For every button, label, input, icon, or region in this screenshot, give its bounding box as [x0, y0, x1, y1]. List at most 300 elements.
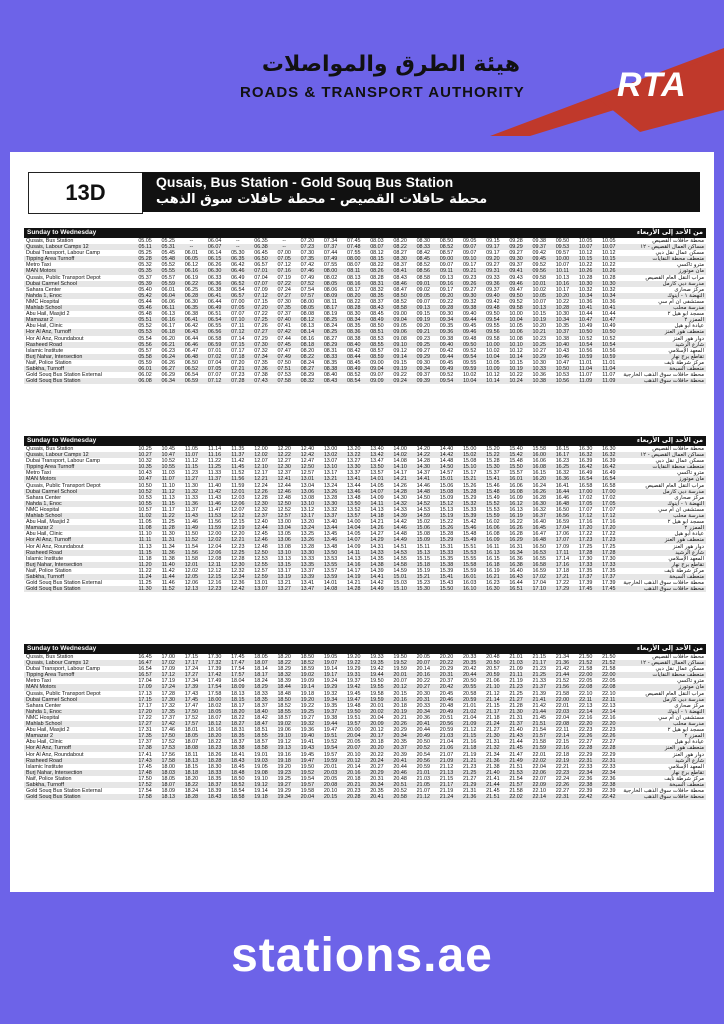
departure-time: 14.20 [416, 446, 431, 452]
departure-time: 09.54 [439, 378, 454, 385]
departure-time: 14.19 [347, 573, 361, 580]
stop-name-ar: مدرسة دبي كارمل [662, 488, 704, 495]
departure-time: 18.15 [184, 763, 199, 770]
route-number: 13D [28, 172, 143, 214]
departure-time: 13.55 [323, 561, 338, 568]
departure-time: 06.58 [207, 335, 222, 342]
departure-time: 07.57 [300, 292, 315, 299]
departure-time: 21.28 [509, 702, 523, 709]
departure-time: 06.38 [184, 311, 199, 318]
departure-time: 15.01 [393, 573, 407, 580]
departure-time: 17.58 [138, 794, 152, 801]
departure-time: 14.50 [439, 464, 454, 471]
departure-time: 17.20 [578, 525, 593, 532]
departure-time: 18.35 [231, 733, 245, 740]
departure-time: 16.02 [486, 519, 500, 526]
departure-time: 16.28 [509, 531, 523, 538]
stop-name-ar: شارع الرشيد [675, 757, 704, 764]
departure-time: 21.23 [509, 684, 523, 691]
departure-time: 07.15 [231, 341, 245, 348]
departure-time: 16.22 [509, 519, 523, 526]
departure-time: 18.24 [184, 788, 199, 795]
departure-time: 08.50 [393, 292, 407, 299]
departure-time: 22.09 [532, 781, 546, 788]
departure-time: 21.44 [486, 781, 500, 788]
departure-time: 16.30 [578, 446, 593, 452]
departure-time: 17.41 [138, 751, 152, 758]
departure-time: 18.31 [231, 727, 245, 734]
departure-time: 22.10 [602, 690, 616, 697]
departure-time: 22.38 [578, 781, 593, 788]
departure-time: 16.36 [555, 476, 570, 483]
departure-time: 14.13 [347, 555, 361, 562]
departure-time: 16.53 [532, 549, 546, 556]
departure-time: 13.24 [300, 525, 315, 532]
departure-time: 12.50 [277, 500, 291, 507]
departure-time: 21.36 [555, 660, 570, 667]
departure-time: 18.52 [277, 702, 291, 709]
departure-time: 10.15 [602, 256, 616, 263]
departure-time: 21.31 [486, 739, 500, 746]
departure-time: 16.26 [532, 488, 546, 495]
departure-time: 22.10 [578, 690, 593, 697]
departure-time: 10.49 [578, 323, 593, 330]
departure-time: 11.07 [161, 476, 175, 483]
departure-time: 10.05 [532, 292, 546, 299]
stop-name-en: Sabkha, Turnoff [26, 781, 64, 788]
stop-name-en: Dubai Transport, Labour Camp [26, 458, 101, 465]
departure-time: 15.13 [439, 506, 454, 513]
departure-time: 16.58 [532, 561, 546, 568]
departure-time: 17.54 [231, 666, 245, 673]
departure-time: 15.26 [439, 525, 454, 532]
departure-time: 12.40 [300, 446, 315, 452]
departure-time: 19.45 [300, 751, 315, 758]
section-label-en: Sunday to Wednesday [27, 437, 97, 444]
departure-time: 17.07 [602, 506, 616, 513]
departure-time: 22.31 [555, 794, 570, 801]
departure-time: 13.50 [370, 464, 384, 471]
departure-time: 10.30 [555, 311, 570, 318]
departure-time: 16.48 [555, 500, 570, 507]
departure-time: 16.48 [532, 537, 546, 544]
departure-time: 10.34 [578, 292, 593, 299]
stop-name-en: Qusais, Public Transport Depot [26, 274, 101, 281]
departure-time: 11.18 [138, 555, 152, 562]
departure-time: 17.37 [578, 573, 593, 580]
departure-time: 07.11 [231, 323, 245, 330]
departure-time: 15.46 [462, 525, 477, 532]
departure-time: 14.33 [370, 549, 384, 556]
departure-time: 20.58 [393, 794, 407, 801]
departure-time: 06.57 [254, 262, 268, 269]
stop-name-en: Hor Al Anz, Turnoff [26, 745, 71, 752]
departure-time: 19.22 [300, 702, 315, 709]
departure-time: 09.42 [439, 347, 454, 354]
departure-time: 07.09 [254, 286, 268, 293]
departure-time: 06.21 [161, 341, 175, 348]
departure-time: 19.18 [277, 757, 291, 764]
departure-time: 09.24 [393, 378, 407, 385]
stop-name-ar: الممزر ٢ [684, 733, 704, 740]
stop-name-ar: محطة حافلات سوق الذهب الخارجية [623, 788, 704, 795]
departure-time: 11.38 [161, 555, 175, 562]
departure-time: 17.34 [184, 678, 199, 685]
departure-time: 20.19 [393, 708, 407, 715]
departure-time: 17.54 [207, 684, 222, 691]
departure-time: 21.25 [509, 690, 523, 697]
departure-time: 14.16 [347, 561, 361, 568]
stop-name-ar: المعهد الإسلامي [668, 555, 704, 562]
departure-time: 14.41 [416, 476, 431, 483]
departure-time: 15.29 [462, 494, 477, 501]
departure-time: 20.45 [439, 690, 454, 697]
departure-time: 17.04 [555, 525, 570, 532]
stop-name-en: Abu Hail, Clinic [26, 323, 63, 330]
stop-name-ar: مترو تاكسي [677, 470, 704, 477]
departure-time: 15.39 [439, 567, 454, 574]
departure-time: 06.06 [161, 298, 175, 305]
departure-time: 09.46 [462, 329, 477, 336]
departure-time: 07.26 [254, 323, 268, 330]
departure-time: 16.54 [602, 476, 616, 483]
departure-time: 11.45 [231, 464, 245, 471]
departure-time: 18.50 [277, 696, 291, 703]
departure-time: 20.59 [416, 763, 431, 770]
departure-time: 21.57 [509, 781, 523, 788]
section-rows [24, 654, 706, 800]
departure-time: 11.07 [579, 372, 593, 379]
departure-time: 13.48 [347, 494, 361, 501]
departure-time: 07.37 [323, 244, 338, 251]
departure-time: 12.20 [231, 531, 245, 538]
departure-time: 17.46 [161, 727, 175, 734]
departure-time: 19.29 [277, 788, 291, 795]
departure-time: 21.50 [602, 654, 616, 660]
departure-time: 06.59 [207, 341, 222, 348]
departure-time: 17.45 [184, 696, 199, 703]
departure-time: 13.01 [300, 476, 315, 483]
departure-time: 17.22 [578, 531, 593, 538]
departure-time: 05.05 [138, 238, 152, 244]
departure-time: 09.50 [486, 311, 500, 318]
departure-time: 08.52 [439, 244, 454, 251]
departure-time: 21.05 [416, 781, 431, 788]
departure-time: 15.22 [439, 519, 454, 526]
departure-time: 21.12 [486, 690, 500, 697]
stop-name-ar: الممزر ٢ [684, 317, 704, 324]
stop-name-en: NMC Hospital [26, 298, 60, 305]
departure-time: 21.01 [416, 769, 431, 776]
departure-time: 09.00 [393, 311, 407, 318]
departure-time: 17.30 [161, 696, 175, 703]
departure-time: 12.46 [277, 488, 291, 495]
departure-time: 08.07 [370, 244, 384, 251]
stop-name-ar: منعطف محطة النفايات [652, 256, 704, 263]
departure-time: 15.18 [416, 561, 431, 568]
departure-time: 16.31 [509, 543, 523, 550]
departure-time: 14.49 [370, 586, 384, 593]
stop-name-ar: مان موتورز [678, 476, 704, 483]
departure-time: 17.22 [602, 531, 616, 538]
departure-time: 21.27 [486, 727, 500, 734]
departure-time: 06.55 [207, 323, 222, 330]
departure-time: 06.26 [161, 359, 175, 366]
departure-time: 15.49 [486, 494, 500, 501]
departure-time: 20.31 [370, 775, 384, 782]
departure-time: 15.10 [393, 586, 407, 593]
departure-time: 07.35 [277, 305, 291, 312]
stop-name-ar: مدرسة محلب [673, 305, 704, 312]
departure-time: 16.00 [532, 452, 546, 459]
departure-time: 17.11 [555, 549, 569, 556]
departure-time: 13.37 [347, 470, 361, 477]
departure-time: 18.28 [207, 757, 222, 764]
departure-time: 08.49 [370, 317, 384, 324]
departure-time: 17.33 [578, 561, 593, 568]
departure-time: 14.50 [416, 494, 431, 501]
departure-time: 10.47 [138, 476, 152, 483]
departure-time: 14.01 [323, 580, 338, 587]
departure-time: 14.22 [416, 452, 431, 459]
departure-time: 07.51 [277, 365, 291, 372]
departure-time: 09.22 [439, 298, 454, 305]
departure-time: 06.45 [254, 250, 268, 257]
departure-time: 07.21 [231, 365, 245, 372]
departure-time: 07.53 [277, 372, 291, 379]
departure-time: 12.32 [231, 567, 245, 574]
departure-time: 08.19 [323, 311, 338, 318]
departure-time: 10.10 [509, 341, 523, 348]
departure-time: 11.25 [161, 519, 175, 526]
departure-time: 19.34 [277, 794, 291, 801]
departure-time: 17.07 [555, 537, 570, 544]
departure-time: 10.07 [602, 244, 616, 251]
departure-time: 21.58 [578, 666, 593, 673]
departure-time: 18.24 [254, 678, 268, 685]
departure-time: 08.51 [370, 329, 384, 336]
departure-time: 16.23 [555, 458, 570, 465]
departure-time: 21.17 [532, 660, 546, 667]
departure-time: 09.10 [462, 256, 477, 263]
stop-name-en: MAN Motors [26, 268, 56, 275]
departure-time: 09.52 [439, 372, 454, 379]
departure-time: 22.29 [602, 751, 616, 758]
departure-time: 17.39 [207, 666, 222, 673]
departure-time: 15.41 [439, 573, 454, 580]
departure-time: 15.17 [462, 470, 477, 477]
departure-time: 09.56 [532, 268, 546, 275]
departure-time: 17.24 [161, 684, 175, 691]
departure-time: 10.02 [462, 372, 477, 379]
departure-time: 16.42 [602, 464, 616, 471]
departure-time: 18.38 [231, 745, 245, 752]
departure-time: 08.15 [370, 256, 384, 263]
departure-time: 09.13 [439, 274, 454, 281]
departure-time: 11.32 [184, 488, 198, 495]
stop-name-en: Gold Souq Bus Station External [26, 372, 102, 379]
departure-time: 11.20 [138, 561, 152, 568]
stop-name-ar: مان موتورز [678, 684, 704, 691]
departure-time: 12.48 [254, 543, 268, 550]
departure-time: 22.01 [532, 751, 546, 758]
departure-time: 09.17 [462, 262, 477, 269]
stop-name-ar: منعطف هور العنز [664, 537, 704, 544]
departure-time: 21.39 [532, 690, 546, 697]
departure-time: 09.36 [486, 280, 500, 287]
departure-time: 20.48 [486, 654, 500, 660]
departure-time: 14.26 [370, 525, 384, 532]
departure-time: 10.54 [602, 341, 616, 348]
departure-time: 06.17 [161, 323, 175, 330]
departure-time: 19.33 [370, 654, 384, 660]
departure-time: 12.44 [254, 525, 268, 532]
departure-time: 13.35 [300, 561, 315, 568]
departure-time: 16.54 [138, 666, 152, 673]
departure-time: 09.55 [462, 359, 477, 366]
departure-time: 10.09 [486, 365, 500, 372]
departure-time: 17.02 [578, 494, 593, 501]
departure-time: 11.37 [184, 506, 198, 513]
departure-time: 12.47 [300, 458, 315, 465]
departure-time: 15.58 [462, 561, 477, 568]
departure-time: 05.54 [138, 335, 152, 342]
departure-time: 20.18 [370, 739, 384, 746]
departure-time: 15.28 [462, 488, 477, 495]
departure-time: 16.08 [532, 464, 546, 471]
departure-time: 18.42 [254, 714, 268, 721]
departure-time: 08.11 [347, 268, 361, 275]
departure-time: 22.23 [555, 769, 570, 776]
departure-time: 17.02 [532, 573, 546, 580]
section-label-en: Sunday to Wednesday [27, 645, 97, 652]
departure-time: 21.33 [532, 678, 546, 685]
departure-time: 21.56 [555, 684, 570, 691]
departure-time: 07.37 [277, 311, 291, 318]
departure-time: 20.49 [416, 733, 431, 740]
departure-time: 14.11 [370, 500, 384, 507]
departure-time: 20.23 [347, 788, 361, 795]
departure-time: 20.16 [347, 769, 361, 776]
departure-time: 18.45 [231, 763, 245, 770]
departure-time: 21.10 [486, 684, 500, 691]
departure-time: 15.59 [486, 513, 500, 520]
departure-time: 12.12 [231, 513, 245, 520]
departure-time: 20.15 [323, 794, 338, 801]
departure-time: 09.10 [393, 341, 407, 348]
stop-name-ar: مستشفى ان ام سي [658, 506, 704, 513]
stop-name-en: Dubai Carmel School [26, 696, 77, 703]
departure-time: 16.32 [532, 506, 546, 513]
departure-time: 20.10 [323, 788, 338, 795]
departure-time: 20.37 [439, 678, 454, 685]
departure-time: 09.40 [486, 292, 500, 299]
departure-time: 14.21 [347, 580, 361, 587]
departure-time: 13.40 [370, 446, 384, 452]
departure-time: 09.12 [393, 347, 407, 354]
departure-time: 21.32 [486, 745, 500, 752]
departure-time: 18.20 [231, 708, 245, 715]
departure-time: 17.04 [532, 580, 546, 587]
departure-time: 15.09 [439, 494, 454, 501]
departure-time: 07.55 [347, 250, 361, 257]
departure-time: 14.08 [393, 458, 407, 465]
departure-time: 16.55 [532, 555, 546, 562]
departure-time: 10.04 [462, 378, 477, 385]
stop-name-en: Tipping Area Turnoff [26, 672, 75, 679]
departure-time: 20.02 [370, 708, 384, 715]
stop-name-ar: عيادة أبو هيل [674, 531, 704, 538]
departure-time: 14.35 [370, 555, 384, 562]
departure-time: 10.32 [602, 286, 616, 293]
departure-time: 16.34 [509, 549, 523, 556]
departure-time: 20.07 [416, 660, 431, 667]
departure-time: 20.04 [347, 733, 361, 740]
departure-time: 21.29 [462, 781, 477, 788]
departure-time: 18.13 [161, 794, 175, 801]
departure-time: 13.02 [323, 452, 338, 459]
departure-time: 05.42 [138, 292, 152, 299]
departure-time: 08.28 [347, 305, 361, 312]
departure-time: 13.06 [300, 488, 315, 495]
departure-time: 09.04 [393, 317, 407, 324]
stop-name-ar: محطة حافلات سوق الذهب الخارجية [623, 580, 704, 587]
departure-time: 17.10 [532, 586, 546, 593]
departure-time: 10.36 [602, 298, 616, 305]
departure-time: 05.11 [138, 244, 152, 251]
stop-name-ar: المعهد الإسلامي [668, 763, 704, 770]
departure-time: 21.04 [462, 714, 477, 721]
departure-time: 18.50 [300, 654, 315, 660]
departure-time: 08.49 [347, 365, 361, 372]
departure-time: 17.37 [138, 739, 152, 746]
departure-time: 07.01 [207, 347, 222, 354]
departure-time: 21.41 [532, 696, 546, 703]
departure-time: 07.00 [231, 298, 245, 305]
departure-time: 07.02 [207, 353, 222, 360]
departure-time: 19.05 [323, 654, 338, 660]
departure-time: 10.22 [578, 262, 593, 269]
departure-time: 21.16 [462, 739, 477, 746]
departure-time: 11.52 [161, 586, 175, 593]
departure-time: 12.57 [254, 567, 268, 574]
departure-time: 06.05 [184, 256, 199, 263]
departure-time: 13.17 [277, 567, 291, 574]
departure-time: 20.37 [393, 745, 407, 752]
departure-time: 07.28 [231, 378, 245, 385]
departure-time: 08.56 [416, 268, 431, 275]
departure-time: 19.03 [254, 757, 268, 764]
departure-time: 21.45 [486, 788, 500, 795]
stop-name-ar: منعطف السبخة [669, 781, 704, 788]
departure-time: 22.27 [602, 739, 616, 746]
departure-time: 21.17 [486, 708, 500, 715]
departure-time: 09.37 [532, 244, 546, 251]
departure-time: 22.11 [579, 696, 593, 703]
departure-time: 08.46 [393, 280, 407, 287]
departure-time: 12.03 [231, 494, 245, 501]
departure-time: 20.12 [370, 727, 384, 734]
departure-time: 14.21 [370, 519, 384, 526]
departure-time: 05.52 [138, 323, 152, 330]
departure-time: 18.00 [161, 763, 175, 770]
departure-time: 11.03 [161, 470, 175, 477]
departure-time: 18.00 [207, 696, 222, 703]
departure-time: 08.58 [393, 305, 407, 312]
departure-time: 09.58 [486, 335, 500, 342]
departure-time: 07.16 [277, 268, 291, 275]
departure-time: 14.28 [393, 488, 407, 495]
